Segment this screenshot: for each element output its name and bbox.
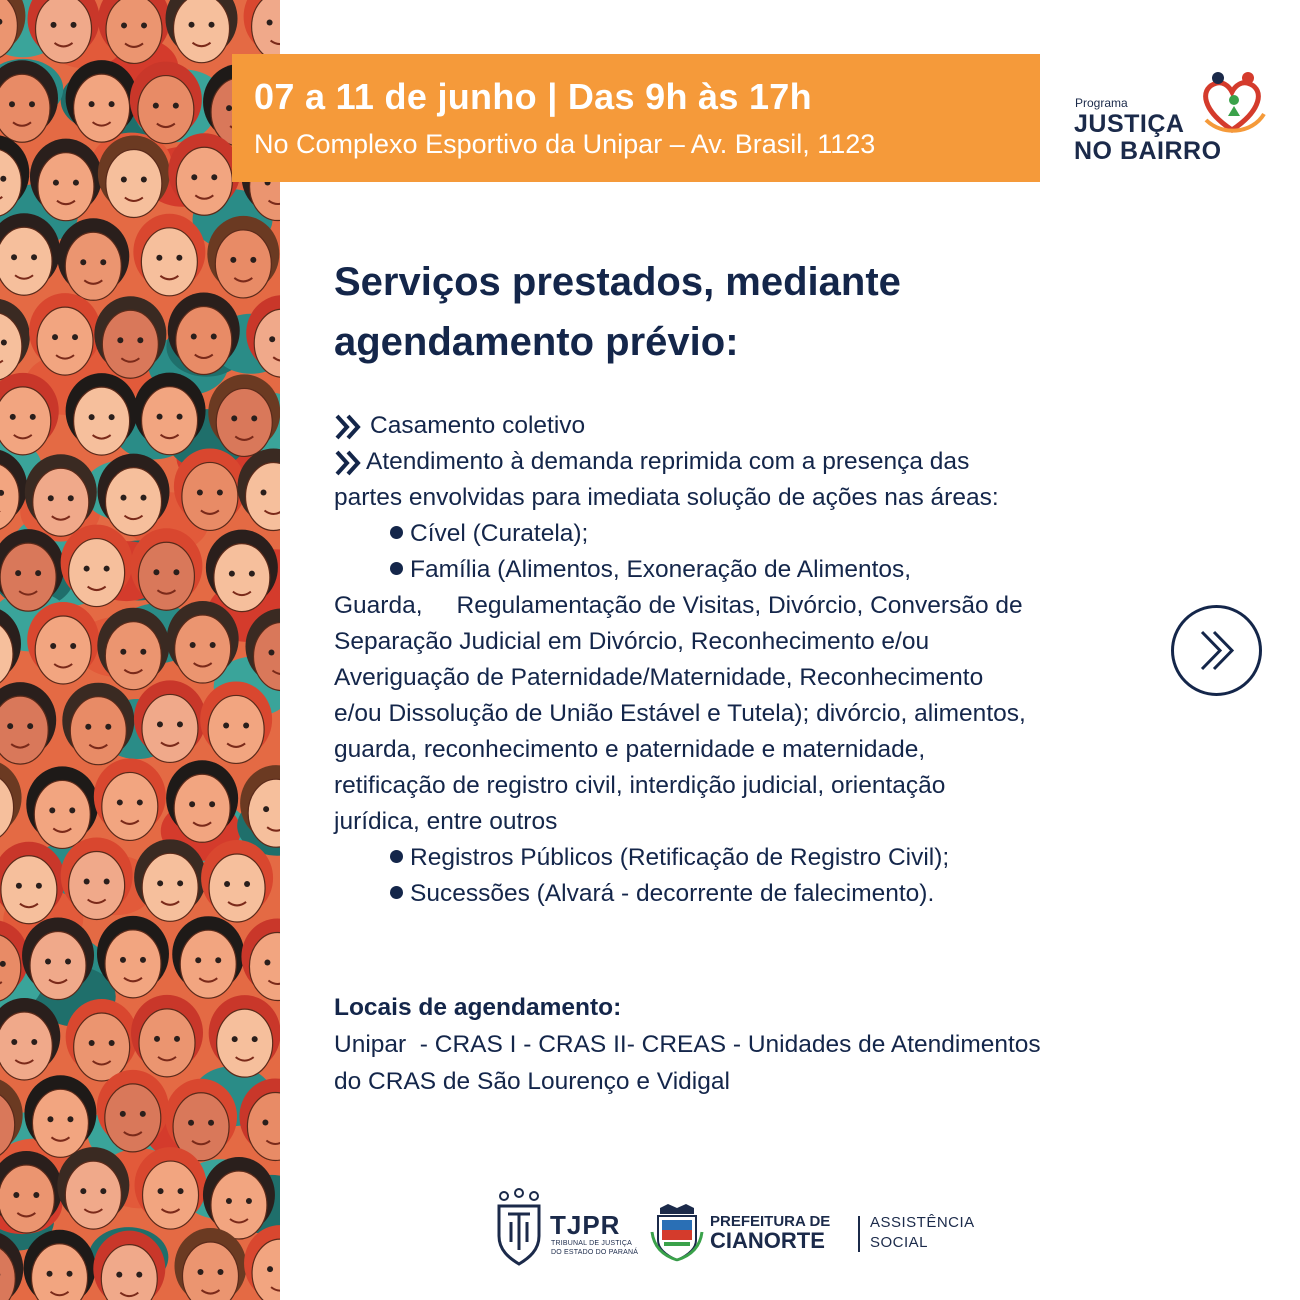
eye-shape [80,1188,86,1194]
list-item [334,840,1174,876]
face-shape [32,1089,88,1157]
eye-shape [120,957,126,963]
eye-shape [69,807,75,813]
eye-shape [232,1036,238,1042]
eye-shape [251,415,257,421]
list-item [334,444,1174,480]
list-item [334,408,1174,444]
eye-shape [137,337,143,343]
double-chevron-icon [334,449,364,477]
footer-logos [494,1188,1014,1268]
eye-shape [49,807,55,813]
face-shape [175,615,231,683]
face-shape [65,232,121,300]
eye-shape [116,1272,122,1278]
face-shape [105,622,161,690]
eye-shape [195,957,201,963]
event-location: No Complexo Esportivo da Unipar – Av. Brasil, 1123 [254,129,876,159]
face-shape [74,387,130,455]
eye-shape [13,1192,19,1198]
eye-shape [10,414,16,420]
eye-shape [243,722,249,728]
eye-shape [157,880,163,886]
eye-shape [120,649,126,655]
eye-shape [211,174,217,180]
face-shape [70,697,126,765]
cianorte-label: CIANORTE [710,1228,825,1253]
eye-shape [153,103,159,109]
eye-shape [80,259,86,265]
bullet-dot-icon [390,886,403,899]
eye-shape [188,1120,194,1126]
eye-shape [141,22,147,28]
face-shape [252,0,280,61]
eye-shape [226,1198,232,1204]
eye-shape [7,723,13,729]
eye-shape [140,957,146,963]
face-shape [30,932,86,1000]
face-shape [176,147,232,215]
eye-shape [65,959,71,965]
eye-shape [158,1188,164,1194]
face-shape [180,930,236,998]
eye-shape [72,334,78,340]
event-date-time: 07 a 11 de junho | Das 9h às 17h [254,76,812,117]
eye-shape [121,177,127,183]
eye-shape [33,1192,39,1198]
eye-shape [89,414,95,420]
justica-no-bairro-logo [1072,70,1272,170]
eye-shape [68,495,74,501]
eye-shape [189,22,195,28]
face-shape [142,853,198,921]
face-shape [141,228,197,296]
eye-shape [176,255,182,261]
service-atendimento-line2: partes envolvidas para imediata solução de ações nas áreas: [334,484,999,511]
eye-shape [190,642,196,648]
eye-shape [73,180,79,186]
eye-shape [70,643,76,649]
eye-shape [85,724,91,730]
bullet-dot-icon [390,562,403,575]
eye-shape [262,1119,268,1125]
eye-shape [140,495,146,501]
tjpr-name: TJPR [550,1210,621,1240]
eye-shape [1,339,7,345]
face-shape [0,1012,52,1080]
double-chevron-icon [334,413,364,441]
face-shape [143,1161,199,1229]
face-shape [0,227,52,295]
heading-line-1: Serviços prestados, mediante [334,260,901,304]
locais-line-1: Unipar - CRAS I - CRAS II- CREAS - Unidades de Atendimentos [334,1031,1041,1058]
face-shape [0,543,56,611]
area-sucessoes: Sucessões (Alvará - decorrente de falecimento). [410,880,935,907]
locais-list [334,1026,1194,1100]
face-shape [217,1009,273,1077]
eye-shape [11,254,17,260]
eye-shape [29,101,35,107]
eye-shape [178,1188,184,1194]
list-item [334,876,1174,912]
face-shape [105,930,161,998]
eye-shape [268,650,274,656]
face-shape [69,539,125,607]
eye-shape [67,1271,73,1277]
service-atendimento-line1: Atendimento à demanda reprimida com a presença das [366,448,970,475]
face-shape [65,1161,121,1229]
eye-shape [9,101,15,107]
eye-shape [261,490,267,496]
face-shape [36,0,92,63]
area-familia-line2: Guarda, Regulamentação de Visitas, Divórcio, Conversão de [334,592,1023,619]
eye-shape [104,879,110,885]
eye-shape [117,799,123,805]
eye-shape [246,1198,252,1204]
face-shape [138,76,194,144]
face-shape [216,388,272,456]
eye-shape [71,22,77,28]
eye-shape [47,1271,53,1277]
eye-shape [100,259,106,265]
eye-shape [250,257,256,263]
face-shape [176,307,232,375]
eye-shape [27,723,33,729]
eye-shape [45,959,51,965]
services-list [334,408,1174,912]
face-shape [182,462,238,530]
eye-shape [244,881,250,887]
eye-shape [53,180,59,186]
face-shape [174,0,230,63]
eye-shape [264,959,270,965]
eye-shape [105,724,111,730]
face-shape [0,387,51,455]
services-heading [334,252,1094,372]
assistencia-label: ASSISTÊNCIA [870,1214,975,1231]
eye-shape [0,176,6,182]
face-shape [208,695,264,763]
family-heart-icon [1192,70,1272,140]
face-shape [214,544,270,612]
face-shape [35,616,91,684]
face-shape [74,74,130,142]
eye-shape [109,1040,115,1046]
program-name-line1: JUSTIÇA [1074,110,1185,138]
eye-shape [263,806,269,812]
eye-shape [104,566,110,572]
area-familia-line1: Família (Alimentos, Exoneração de Alimentos, [410,556,912,583]
eye-shape [191,334,197,340]
eye-shape [197,489,203,495]
eye-shape [136,1272,142,1278]
eye-shape [208,1120,214,1126]
eye-shape [223,722,229,728]
eye-shape [177,880,183,886]
list-item [334,552,1174,588]
eye-shape [231,415,237,421]
eye-shape [177,721,183,727]
face-shape [34,780,90,848]
eye-shape [156,255,162,261]
eye-shape [137,799,143,805]
face-shape [74,1013,130,1081]
face-shape [1,856,57,924]
face-shape [0,74,50,142]
circle-chevron-right-icon [1170,604,1263,697]
eye-shape [117,337,123,343]
eye-shape [109,101,115,107]
face-shape [106,150,162,218]
eye-shape [252,1036,258,1042]
face-shape [209,854,265,922]
face-shape [215,230,271,298]
eye-shape [31,1039,37,1045]
face-shape [102,310,158,378]
eye-shape [191,174,197,180]
eye-shape [269,336,275,342]
eye-shape [140,649,146,655]
locais-line-2: do CRAS de São Lourenço e Vidigal [334,1068,730,1095]
eye-shape [67,1116,73,1122]
face-shape [37,307,93,375]
crowd-faces-image [0,0,280,1300]
eye-shape [84,566,90,572]
area-familia-line5: e/ou Dissolução de União Estável e Tutela); divórcio, alimentos, [334,700,1026,727]
eye-shape [16,883,22,889]
eye-shape [267,1266,273,1272]
eye-shape [197,1269,203,1275]
face-shape [106,0,162,63]
face-shape [138,542,194,610]
next-slide-button[interactable] [1170,604,1263,697]
face-shape [38,153,94,221]
tjpr-shield-icon [494,1188,544,1268]
eye-shape [154,1036,160,1042]
eye-shape [52,334,58,340]
face-shape [211,1171,267,1239]
eye-shape [0,961,6,967]
eye-shape [47,1116,53,1122]
face-shape [142,387,198,455]
eye-shape [50,643,56,649]
eye-shape [267,20,273,26]
program-label: Programa [1075,96,1128,110]
eye-shape [51,22,57,28]
eye-shape [224,881,230,887]
area-civel: Cível (Curatela); [410,520,589,547]
eye-shape [31,254,37,260]
eye-shape [217,1269,223,1275]
service-casamento: Casamento coletivo [370,412,586,439]
eye-shape [120,1111,126,1117]
eye-shape [140,1111,146,1117]
locais-title: Locais de agendamento: [334,994,622,1021]
face-shape [102,772,158,840]
eye-shape [36,883,42,889]
eye-shape [153,569,159,575]
event-banner [232,54,1040,182]
face-shape [139,1009,195,1077]
eye-shape [209,22,215,28]
eye-shape [120,495,126,501]
face-shape [0,1165,54,1233]
eye-shape [210,642,216,648]
eye-shape [230,257,236,263]
eye-shape [11,1039,17,1045]
face-shape [174,774,230,842]
area-registros: Registros Públicos (Retificação de Registro Civil); [410,844,950,871]
eye-shape [48,495,54,501]
face-shape [142,694,198,762]
face-shape [105,468,161,536]
eye-shape [173,569,179,575]
bullet-dot-icon [390,526,403,539]
eye-shape [189,801,195,807]
area-familia-line6: guarda, reconhecimento e paternidade e maternidade, [334,736,926,763]
eye-shape [121,22,127,28]
eye-shape [229,571,235,577]
area-familia-line3: Separação Judicial em Divórcio, Reconhecimento e/ou [334,628,930,655]
eye-shape [177,414,183,420]
list-item [334,516,1174,552]
eye-shape [84,879,90,885]
heading-line-2: agendamento prévio: [334,320,739,364]
bullet-dot-icon [390,850,403,863]
eye-shape [30,414,36,420]
eye-shape [157,414,163,420]
eye-shape [100,1188,106,1194]
face-shape [105,1084,161,1152]
eye-shape [157,721,163,727]
area-familia-line7: retificação de registro civil, interdição judicial, orientação [334,772,946,799]
eye-shape [89,101,95,107]
eye-shape [211,334,217,340]
eye-shape [89,1040,95,1046]
prefeitura-label: PREFEITURA DE [710,1213,831,1230]
face-shape [69,852,125,920]
area-familia-line8: jurídica, entre outros [334,808,558,835]
eye-shape [173,103,179,109]
eye-shape [15,570,21,576]
eye-shape [35,570,41,576]
eye-shape [174,1036,180,1042]
eye-shape [209,801,215,807]
eye-shape [249,571,255,577]
program-name-line2: NO BAIRRO [1074,137,1222,165]
cianorte-crest-icon [650,1202,704,1262]
eye-shape [109,414,115,420]
eye-shape [215,957,221,963]
tjpr-subtitle-1: TRIBUNAL DE JUSTIÇA [551,1240,632,1247]
area-familia-line4: Averiguação de Paternidade/Maternidade, Reconhecimento [334,664,984,691]
eye-shape [217,489,223,495]
face-shape [33,468,89,536]
footer-divider [858,1216,860,1252]
crowd-illustration [0,0,280,1300]
eye-shape [141,177,147,183]
social-label: SOCIAL [870,1234,929,1251]
tjpr-subtitle-2: DO ESTADO DO PARANÁ [551,1249,639,1256]
